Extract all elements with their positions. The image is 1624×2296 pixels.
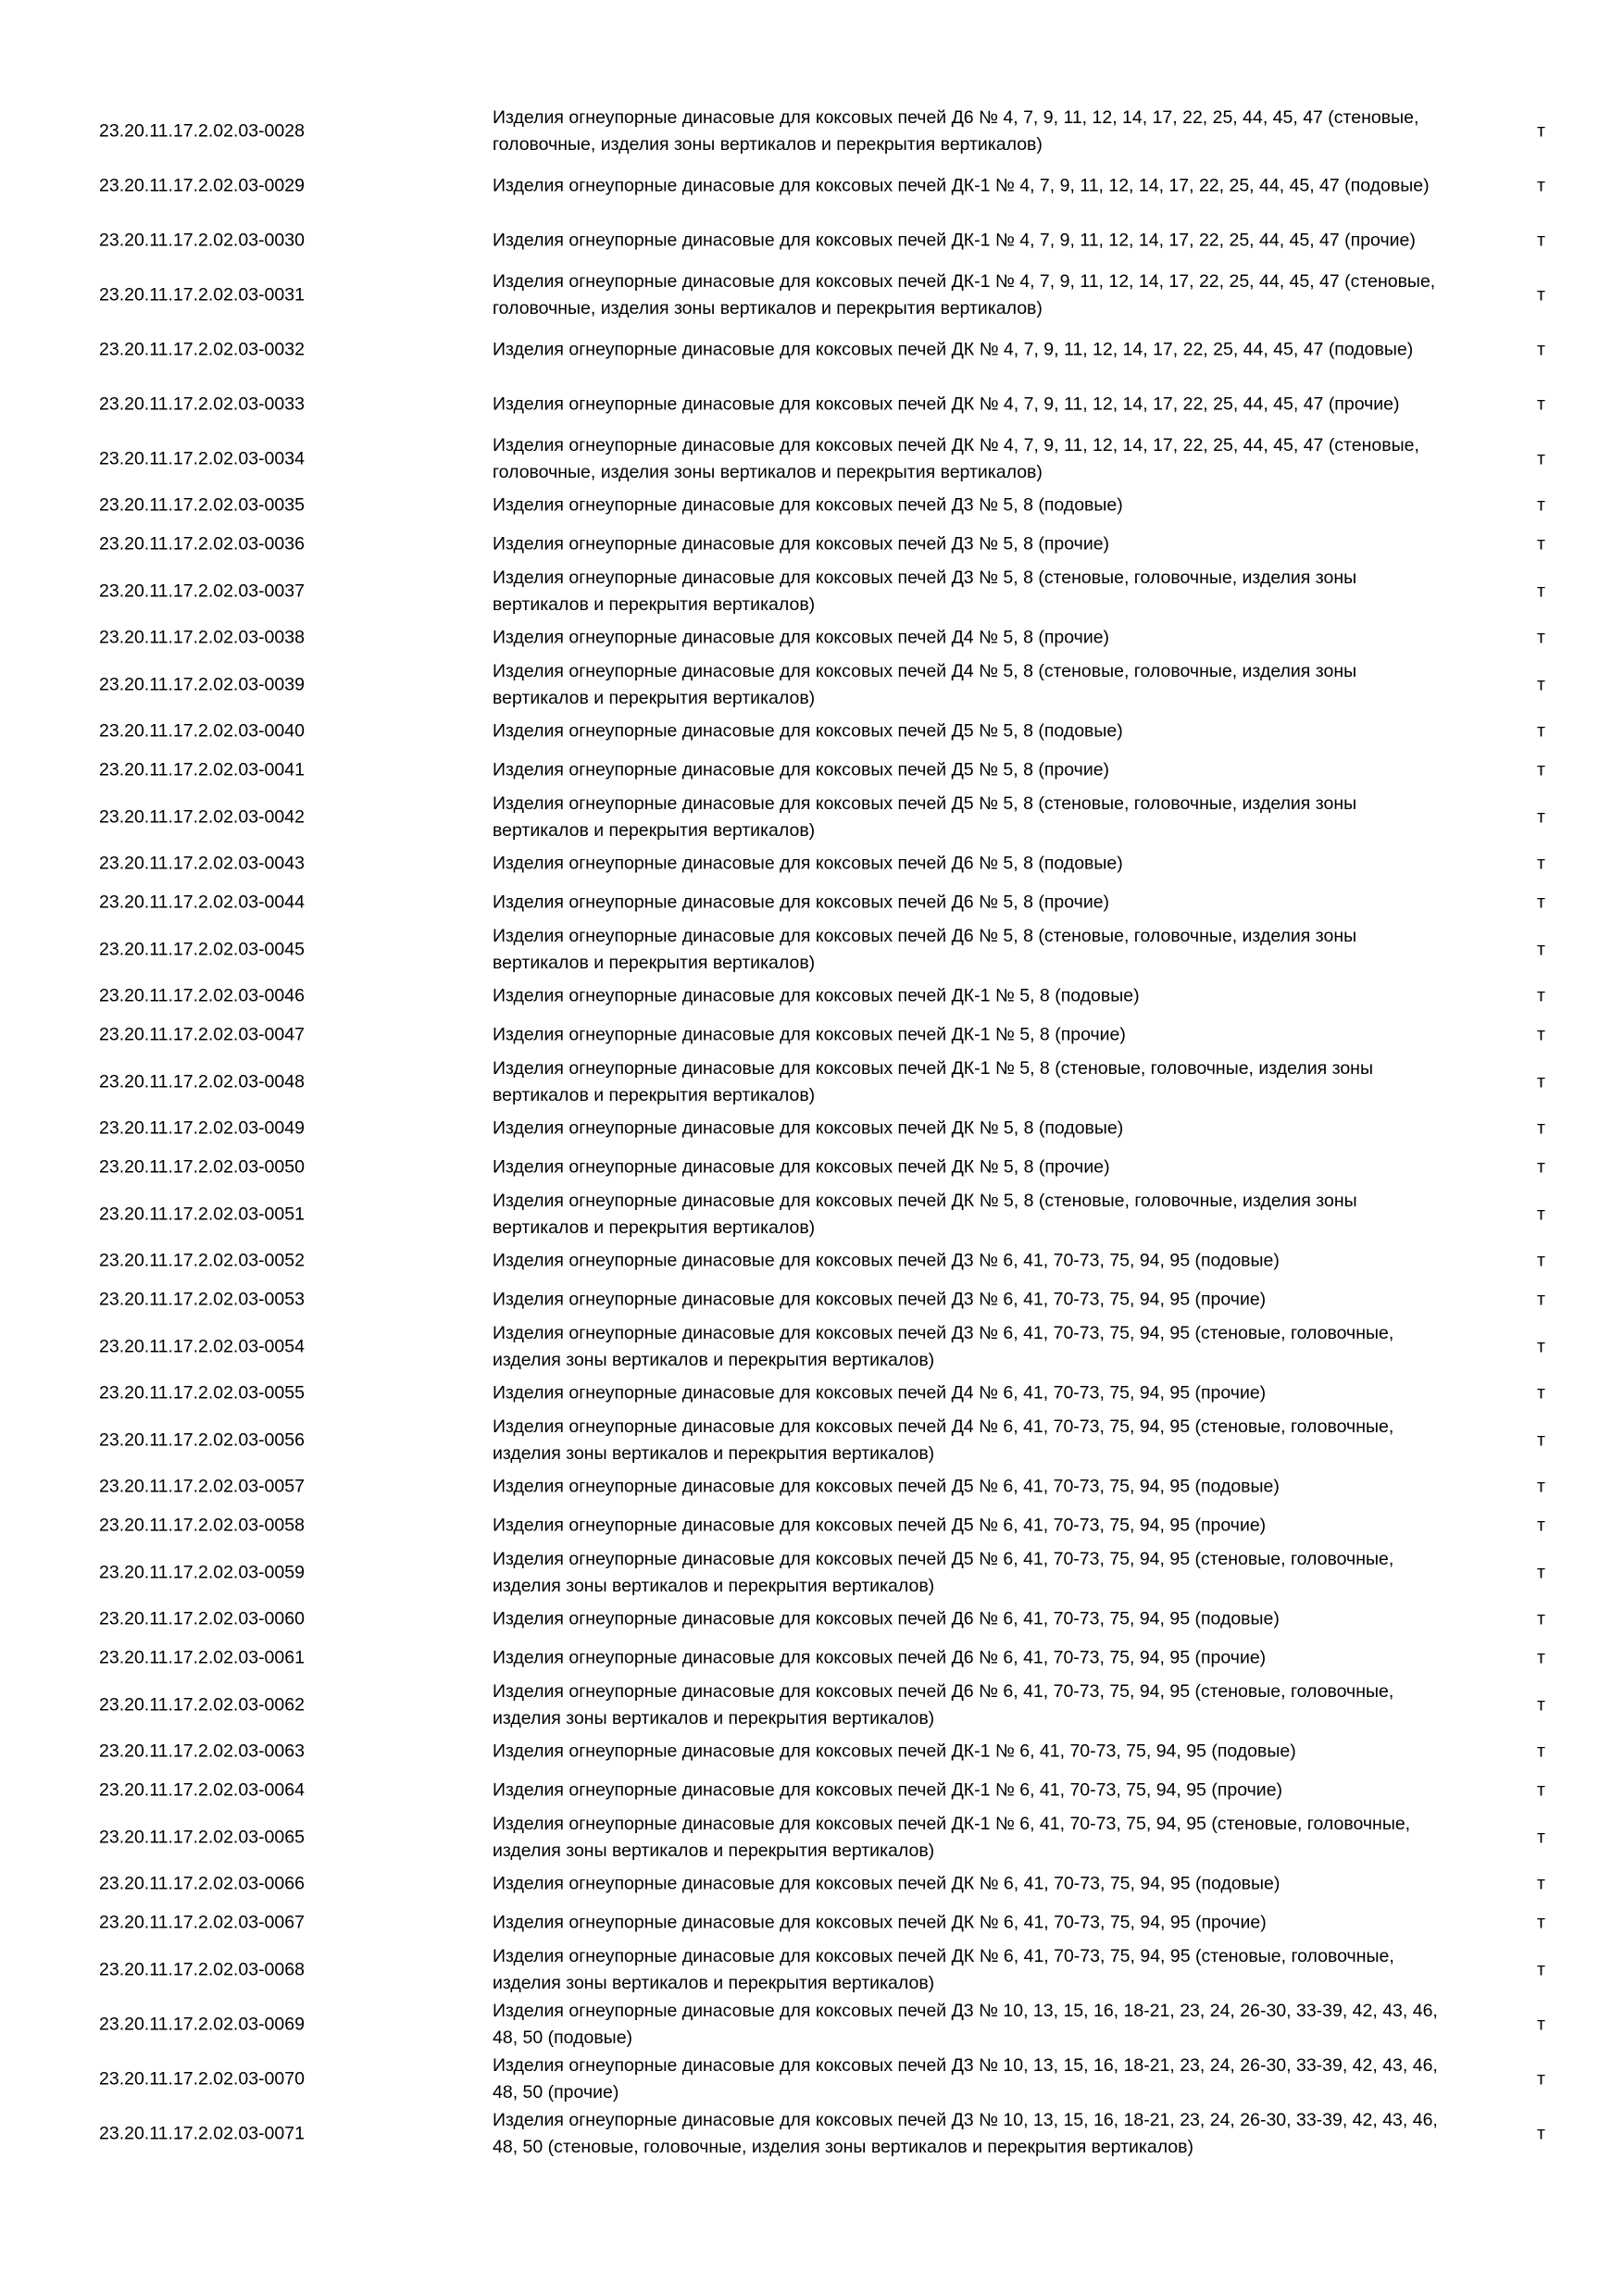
table-row (0, 977, 1624, 1016)
unit-of-measure: т (1537, 2123, 1545, 2143)
resource-code: 23.20.11.17.2.02.03-0070 (99, 2068, 305, 2089)
resource-code: 23.20.11.17.2.02.03-0057 (99, 1476, 305, 1497)
table-row (0, 2106, 1624, 2161)
resource-description: Изделия огнеупорные динасовые для коксовых печей ДК № 4, 7, 9, 11, 12, 14, 17, 22, 25, 44, 45, 47 (прочие) (493, 393, 1400, 414)
unit-of-measure: т (1537, 339, 1545, 359)
unit-of-measure: т (1537, 1827, 1545, 1847)
table-row (0, 1942, 1624, 1997)
resource-code: 23.20.11.17.2.02.03-0050 (99, 1156, 305, 1178)
table-row (0, 322, 1624, 377)
table-row (0, 431, 1624, 486)
unit-of-measure: т (1537, 1024, 1545, 1045)
table-row (0, 790, 1624, 844)
resource-description: Изделия огнеупорные динасовые для коксовых печей ДК-1 № 5, 8 (прочие) (493, 1024, 1126, 1045)
resource-description: Изделия огнеупорные динасовые для коксовых печей Д6 № 4, 7, 9, 11, 12, 14, 17, 22, 25, 44, 45, 47 (стеновые, головочные, изделия зоны вертикалов и перекрытия вертикалов) (493, 106, 1419, 155)
resource-description: Изделия огнеупорные динасовые для коксовых печей ДК-1 № 5, 8 (подовые) (493, 985, 1140, 1006)
unit-of-measure: т (1537, 985, 1545, 1006)
resource-description: Изделия огнеупорные динасовые для коксовых печей Д6 № 6, 41, 70-73, 75, 94, 95 (подовые) (493, 1608, 1280, 1629)
unit-of-measure: т (1537, 1476, 1545, 1497)
table-row (0, 1467, 1624, 1506)
resource-code: 23.20.11.17.2.02.03-0030 (99, 230, 305, 250)
unit-of-measure: т (1537, 759, 1545, 780)
unit-of-measure: т (1537, 1959, 1545, 1979)
unit-of-measure: т (1537, 1694, 1545, 1715)
unit-of-measure: т (1537, 720, 1545, 742)
resource-description: Изделия огнеупорные динасовые для коксовых печей Д5 № 6, 41, 70-73, 75, 94, 95 (прочие) (493, 1515, 1267, 1536)
resource-description: Изделия огнеупорные динасовые для коксовых печей ДК № 6, 41, 70-73, 75, 94, 95 (прочие) (493, 1912, 1267, 1933)
resource-description: Изделия огнеупорные динасовые для коксовых печей Д5 № 5, 8 (прочие) (493, 759, 1110, 780)
table-row (0, 922, 1624, 977)
resource-description: Изделия огнеупорные динасовые для коксовых печей Д3 № 6, 41, 70-73, 75, 94, 95 (подовые) (493, 1250, 1280, 1271)
table-row (0, 1732, 1624, 1771)
resource-description: Изделия огнеупорные динасовые для коксовых печей ДК-1 № 4, 7, 9, 11, 12, 14, 17, 22, 25, 44, 45, 47 (стеновые, головочные, изделия зоны вертикалов и перекрытия вертикалов) (493, 270, 1436, 318)
table-row (0, 883, 1624, 922)
resource-code: 23.20.11.17.2.02.03-0064 (99, 1779, 305, 1801)
table-row (0, 104, 1624, 158)
resource-description: Изделия огнеупорные динасовые для коксовых печей Д3 № 5, 8 (стеновые, головочные, изделия зоны вертикалов и перекрытия вертикалов) (493, 567, 1357, 615)
resource-code: 23.20.11.17.2.02.03-0032 (99, 339, 305, 359)
resource-description: Изделия огнеупорные динасовые для коксовых печей ДК № 6, 41, 70-73, 75, 94, 95 (стеновые, головочные, изделия зоны вертикалов и перекрытия вертикалов) (493, 1945, 1394, 1993)
unit-of-measure: т (1537, 1873, 1545, 1894)
table-row (0, 1903, 1624, 1942)
table-row (0, 657, 1624, 712)
unit-of-measure: т (1537, 2068, 1545, 2089)
unit-of-measure: т (1537, 892, 1545, 913)
table-row (0, 213, 1624, 268)
resource-description: Изделия огнеупорные динасовые для коксовых печей Д3 № 6, 41, 70-73, 75, 94, 95 (прочие) (493, 1289, 1267, 1310)
resource-description: Изделия огнеупорные динасовые для коксовых печей Д3 № 10, 13, 15, 16, 18-21, 23, 24, 26-30, 33-39, 42, 43, 46, 48, 50 (стеновые, головочные, изделия зоны вертикалов и перекрытия вертикалов) (493, 2109, 1438, 2157)
resource-description: Изделия огнеупорные динасовые для коксовых печей Д5 № 6, 41, 70-73, 75, 94, 95 (стеновые, головочные, изделия зоны вертикалов и перекрытия вертикалов) (493, 1548, 1394, 1596)
unit-of-measure: т (1537, 1429, 1545, 1450)
resource-code: 23.20.11.17.2.02.03-0046 (99, 985, 305, 1006)
unit-of-measure: т (1537, 1336, 1545, 1356)
resource-code: 23.20.11.17.2.02.03-0053 (99, 1289, 305, 1310)
resource-code: 23.20.11.17.2.02.03-0045 (99, 939, 305, 959)
resource-code: 23.20.11.17.2.02.03-0033 (99, 393, 305, 414)
table-row (0, 1319, 1624, 1374)
resource-description: Изделия огнеупорные динасовые для коксовых печей Д6 № 5, 8 (стеновые, головочные, изделия зоны вертикалов и перекрытия вертикалов) (493, 925, 1357, 973)
resource-description: Изделия огнеупорные динасовые для коксовых печей ДК № 5, 8 (подовые) (493, 1117, 1124, 1139)
resource-code: 23.20.11.17.2.02.03-0065 (99, 1827, 305, 1847)
resource-code: 23.20.11.17.2.02.03-0029 (99, 175, 305, 195)
table-row (0, 1545, 1624, 1600)
table-row (0, 1374, 1624, 1413)
resource-description: Изделия огнеупорные динасовые для коксовых печей ДК-1 № 4, 7, 9, 11, 12, 14, 17, 22, 25, 44, 45, 47 (подовые) (493, 175, 1430, 195)
resource-code: 23.20.11.17.2.02.03-0034 (99, 448, 305, 468)
resource-code: 23.20.11.17.2.02.03-0069 (99, 2014, 305, 2034)
unit-of-measure: т (1537, 1515, 1545, 1536)
table-row (0, 1054, 1624, 1109)
unit-of-measure: т (1537, 1741, 1545, 1762)
table-row (0, 1016, 1624, 1054)
resource-code: 23.20.11.17.2.02.03-0028 (99, 120, 305, 141)
unit-of-measure: т (1537, 175, 1545, 195)
unit-of-measure: т (1537, 1912, 1545, 1933)
resource-code: 23.20.11.17.2.02.03-0040 (99, 720, 305, 742)
resource-code: 23.20.11.17.2.02.03-0059 (99, 1562, 305, 1582)
table-row (0, 377, 1624, 431)
unit-of-measure: т (1537, 1562, 1545, 1582)
table-row (0, 1242, 1624, 1280)
resource-table (0, 104, 1624, 2161)
table-row (0, 751, 1624, 790)
resource-description: Изделия огнеупорные динасовые для коксовых печей Д3 № 5, 8 (подовые) (493, 494, 1123, 516)
resource-code: 23.20.11.17.2.02.03-0066 (99, 1873, 305, 1894)
resource-description: Изделия огнеупорные динасовые для коксовых печей Д3 № 5, 8 (прочие) (493, 533, 1110, 555)
table-row (0, 564, 1624, 618)
resource-description: Изделия огнеупорные динасовые для коксовых печей Д3 № 6, 41, 70-73, 75, 94, 95 (стеновые, головочные, изделия зоны вертикалов и перекрытия вертикалов) (493, 1322, 1394, 1370)
unit-of-measure: т (1537, 580, 1545, 601)
resource-code: 23.20.11.17.2.02.03-0055 (99, 1382, 305, 1404)
table-row (0, 1187, 1624, 1242)
resource-code: 23.20.11.17.2.02.03-0060 (99, 1608, 305, 1629)
table-row (0, 2052, 1624, 2106)
resource-description: Изделия огнеупорные динасовые для коксовых печей ДК-1 № 5, 8 (стеновые, головочные, изделия зоны вертикалов и перекрытия вертикалов) (493, 1057, 1373, 1105)
resource-description: Изделия огнеупорные динасовые для коксовых печей ДК № 5, 8 (стеновые, головочные, изделия зоны вертикалов и перекрытия вертикалов) (493, 1190, 1357, 1238)
table-row (0, 1109, 1624, 1148)
table-row (0, 486, 1624, 525)
unit-of-measure: т (1537, 674, 1545, 694)
resource-description: Изделия огнеупорные динасовые для коксовых печей Д4 № 5, 8 (стеновые, головочные, изделия зоны вертикалов и перекрытия вертикалов) (493, 660, 1357, 708)
resource-code: 23.20.11.17.2.02.03-0048 (99, 1071, 305, 1092)
resource-description: Изделия огнеупорные динасовые для коксовых печей ДК-1 № 6, 41, 70-73, 75, 94, 95 (подовые) (493, 1741, 1296, 1762)
resource-description: Изделия огнеупорные динасовые для коксовых печей ДК № 4, 7, 9, 11, 12, 14, 17, 22, 25, 44, 45, 47 (подовые) (493, 339, 1414, 359)
unit-of-measure: т (1537, 1779, 1545, 1801)
resource-description: Изделия огнеупорные динасовые для коксовых печей Д6 № 5, 8 (прочие) (493, 892, 1110, 913)
resource-description: Изделия огнеупорные динасовые для коксовых печей Д3 № 10, 13, 15, 16, 18-21, 23, 24, 26-30, 33-39, 42, 43, 46, 48, 50 (прочие) (493, 2054, 1438, 2103)
unit-of-measure: т (1537, 2014, 1545, 2034)
resource-code: 23.20.11.17.2.02.03-0067 (99, 1912, 305, 1933)
table-row (0, 712, 1624, 751)
table-row (0, 1148, 1624, 1187)
table-row (0, 1639, 1624, 1678)
unit-of-measure: т (1537, 533, 1545, 555)
unit-of-measure: т (1537, 1156, 1545, 1178)
resource-code: 23.20.11.17.2.02.03-0049 (99, 1117, 305, 1139)
resource-code: 23.20.11.17.2.02.03-0061 (99, 1647, 305, 1668)
unit-of-measure: т (1537, 1647, 1545, 1668)
resource-description: Изделия огнеупорные динасовые для коксовых печей Д5 № 5, 8 (стеновые, головочные, изделия зоны вертикалов и перекрытия вертикалов) (493, 792, 1357, 841)
resource-code: 23.20.11.17.2.02.03-0043 (99, 853, 305, 874)
resource-code: 23.20.11.17.2.02.03-0052 (99, 1250, 305, 1271)
resource-code: 23.20.11.17.2.02.03-0036 (99, 533, 305, 555)
table-row (0, 1997, 1624, 2052)
resource-description: Изделия огнеупорные динасовые для коксовых печей Д4 № 5, 8 (прочие) (493, 627, 1110, 648)
resource-description: Изделия огнеупорные динасовые для коксовых печей Д5 № 6, 41, 70-73, 75, 94, 95 (подовые) (493, 1476, 1280, 1497)
table-row (0, 1413, 1624, 1467)
resource-code: 23.20.11.17.2.02.03-0035 (99, 494, 305, 516)
resource-description: Изделия огнеупорные динасовые для коксовых печей Д6 № 6, 41, 70-73, 75, 94, 95 (прочие) (493, 1647, 1267, 1668)
table-row (0, 1678, 1624, 1732)
resource-code: 23.20.11.17.2.02.03-0056 (99, 1429, 305, 1450)
unit-of-measure: т (1537, 1204, 1545, 1224)
table-row (0, 1280, 1624, 1319)
resource-code: 23.20.11.17.2.02.03-0058 (99, 1515, 305, 1536)
resource-code: 23.20.11.17.2.02.03-0063 (99, 1741, 305, 1762)
unit-of-measure: т (1537, 1071, 1545, 1092)
resource-description: Изделия огнеупорные динасовые для коксовых печей Д5 № 5, 8 (подовые) (493, 720, 1123, 742)
unit-of-measure: т (1537, 1608, 1545, 1629)
unit-of-measure: т (1537, 939, 1545, 959)
table-row (0, 268, 1624, 322)
unit-of-measure: т (1537, 448, 1545, 468)
table-row (0, 1865, 1624, 1903)
resource-code: 23.20.11.17.2.02.03-0039 (99, 674, 305, 694)
resource-description: Изделия огнеупорные динасовые для коксовых печей ДК-1 № 6, 41, 70-73, 75, 94, 95 (стеновые, головочные, изделия зоны вертикалов и перекрытия вертикалов) (493, 1813, 1411, 1861)
table-row (0, 1771, 1624, 1810)
table-row (0, 158, 1624, 213)
resource-description: Изделия огнеупорные динасовые для коксовых печей ДК-1 № 4, 7, 9, 11, 12, 14, 17, 22, 25, 44, 45, 47 (прочие) (493, 230, 1416, 250)
resource-description: Изделия огнеупорные динасовые для коксовых печей ДК № 4, 7, 9, 11, 12, 14, 17, 22, 25, 44, 45, 47 (стеновые, головочные, изделия зоны вертикалов и перекрытия вертикалов) (493, 434, 1419, 482)
unit-of-measure: т (1537, 1250, 1545, 1271)
unit-of-measure: т (1537, 1382, 1545, 1404)
unit-of-measure: т (1537, 627, 1545, 648)
resource-description: Изделия огнеупорные динасовые для коксовых печей ДК № 6, 41, 70-73, 75, 94, 95 (подовые) (493, 1873, 1280, 1894)
resource-code: 23.20.11.17.2.02.03-0038 (99, 627, 305, 648)
unit-of-measure: т (1537, 230, 1545, 250)
resource-code: 23.20.11.17.2.02.03-0042 (99, 806, 305, 827)
unit-of-measure: т (1537, 1117, 1545, 1139)
unit-of-measure: т (1537, 393, 1545, 414)
resource-description: Изделия огнеупорные динасовые для коксовых печей ДК № 5, 8 (прочие) (493, 1156, 1110, 1178)
resource-description: Изделия огнеупорные динасовые для коксовых печей ДК-1 № 6, 41, 70-73, 75, 94, 95 (прочие) (493, 1779, 1283, 1801)
table-row (0, 525, 1624, 564)
table-row (0, 1810, 1624, 1865)
unit-of-measure: т (1537, 494, 1545, 516)
table-row (0, 1506, 1624, 1545)
table-row (0, 844, 1624, 883)
resource-description: Изделия огнеупорные динасовые для коксовых печей Д4 № 6, 41, 70-73, 75, 94, 95 (стеновые, головочные, изделия зоны вертикалов и перекрытия вертикалов) (493, 1416, 1394, 1464)
resource-code: 23.20.11.17.2.02.03-0071 (99, 2123, 305, 2143)
resource-description: Изделия огнеупорные динасовые для коксовых печей Д3 № 10, 13, 15, 16, 18-21, 23, 24, 26-30, 33-39, 42, 43, 46, 48, 50 (подовые) (493, 2000, 1438, 2048)
resource-code: 23.20.11.17.2.02.03-0031 (99, 284, 305, 305)
unit-of-measure: т (1537, 853, 1545, 874)
resource-description: Изделия огнеупорные динасовые для коксовых печей Д4 № 6, 41, 70-73, 75, 94, 95 (прочие) (493, 1382, 1267, 1404)
resource-code: 23.20.11.17.2.02.03-0047 (99, 1024, 305, 1045)
table-row (0, 1600, 1624, 1639)
resource-description: Изделия огнеупорные динасовые для коксовых печей Д6 № 6, 41, 70-73, 75, 94, 95 (стеновые, головочные, изделия зоны вертикалов и перекрытия вертикалов) (493, 1680, 1394, 1728)
resource-code: 23.20.11.17.2.02.03-0041 (99, 759, 305, 780)
resource-description: Изделия огнеупорные динасовые для коксовых печей Д6 № 5, 8 (подовые) (493, 853, 1123, 874)
resource-code: 23.20.11.17.2.02.03-0044 (99, 892, 305, 913)
resource-code: 23.20.11.17.2.02.03-0062 (99, 1694, 305, 1715)
resource-code: 23.20.11.17.2.02.03-0068 (99, 1959, 305, 1979)
resource-code: 23.20.11.17.2.02.03-0037 (99, 580, 305, 601)
table-row (0, 618, 1624, 657)
resource-code: 23.20.11.17.2.02.03-0054 (99, 1336, 305, 1356)
resource-code: 23.20.11.17.2.02.03-0051 (99, 1204, 305, 1224)
unit-of-measure: т (1537, 806, 1545, 827)
unit-of-measure: т (1537, 1289, 1545, 1310)
unit-of-measure: т (1537, 284, 1545, 305)
unit-of-measure: т (1537, 120, 1545, 141)
